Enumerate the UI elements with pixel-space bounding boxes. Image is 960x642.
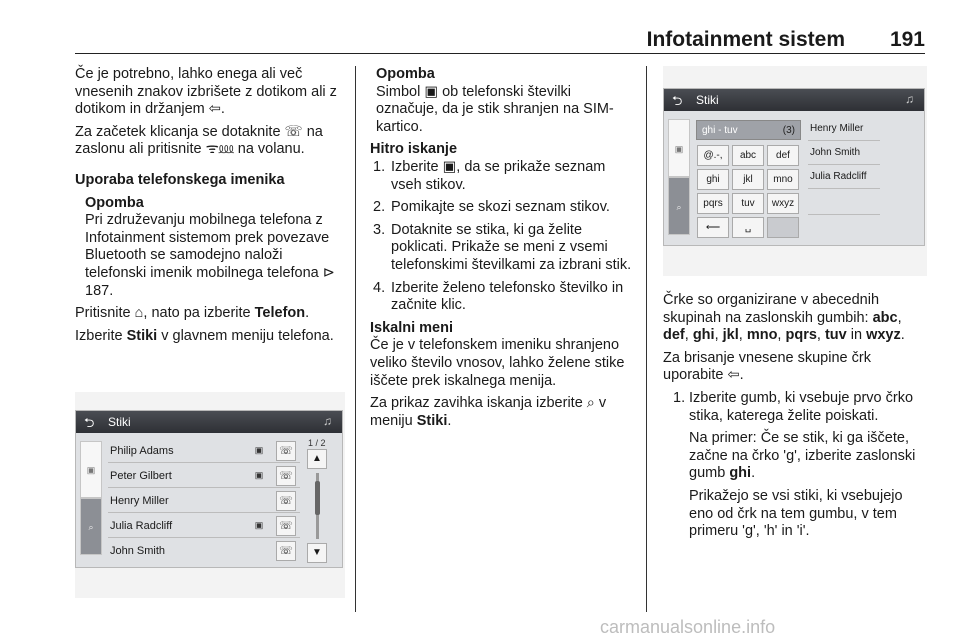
search-screenshot <box>663 66 927 276</box>
step-item: 3. Dotaknite se stika, ki ga želite poklicati. Prikaže se meni z vsemi telefonskimi številkami za izbrani stik. <box>373 221 632 273</box>
heading-search-menu: Iskalni meni <box>370 319 454 336</box>
paragraph: Izberite Stiki v glavnem meniju telefona. <box>75 327 334 344</box>
paragraph: Črke so organizirane v abecednih skupinah na zaslonskih gumbih: abc, def, ghi, jkl, mno, pqrs, tuv in wxyz. <box>663 292 905 344</box>
key-button[interactable]: jkl <box>732 169 764 190</box>
note-block <box>75 195 345 301</box>
note-block <box>370 66 636 136</box>
note-label: Opomba <box>85 194 144 211</box>
result-count: (3) <box>782 125 795 136</box>
note-label: Opomba <box>376 66 435 82</box>
key-button[interactable]: mno <box>767 169 799 190</box>
column-divider <box>646 66 647 612</box>
display-screen <box>75 410 343 568</box>
watermark: carmanualsonline.info <box>600 617 776 637</box>
search-steps <box>663 390 928 541</box>
column-right <box>663 292 928 546</box>
contacts-tab-icon[interactable]: ▣ <box>668 119 690 177</box>
step-item: 1. Izberite ▣, da se prikaže seznam vseh stikov. <box>373 158 606 193</box>
header-rule <box>75 53 925 54</box>
note-text: Simbol ▣ ob telefonski številki označuje, da je stik shranjen na SIM-kartico. <box>376 83 614 135</box>
page-number: 191 <box>889 28 925 51</box>
call-icon[interactable]: ☏ <box>276 466 296 486</box>
key-button[interactable]: def <box>767 145 799 166</box>
result-item[interactable]: John Smith <box>808 143 880 165</box>
screen-title: Stiki <box>108 415 131 429</box>
key-button[interactable]: @.-, <box>697 145 729 166</box>
call-icon[interactable]: ☏ <box>276 441 296 461</box>
screen-title: Stiki <box>696 93 719 107</box>
contact-row[interactable]: Peter Gilbert ▣ ☏ <box>108 464 300 488</box>
back-arrow-icon[interactable]: ⮌ <box>84 415 95 430</box>
call-icon[interactable]: ☏ <box>276 491 296 511</box>
backspace-icon[interactable]: ⟵ <box>697 217 729 238</box>
key-button[interactable]: wxyz <box>767 193 799 214</box>
paragraph: Za prikaz zavihka iskanja izberite ⌕ v meniju Stiki. <box>370 395 607 429</box>
result-item-empty <box>808 191 880 215</box>
display-screen <box>663 88 925 246</box>
contact-row[interactable]: Philip Adams ▣ ☏ <box>108 439 300 463</box>
key-button-selected[interactable]: tuv <box>732 193 764 214</box>
key-button[interactable]: abc <box>732 145 764 166</box>
paragraph: Za začetek klicanja se dotaknite ☏ na zaslonu ali pritisnite ᯤ⅏ na volanu. <box>75 123 323 158</box>
music-note-icon[interactable]: ♫ <box>905 92 914 106</box>
paragraph: Za brisanje vnesene skupine črk uporabite ⇦. <box>663 349 871 384</box>
scroll-thumb[interactable] <box>315 481 320 515</box>
music-note-icon[interactable]: ♫ <box>323 414 332 428</box>
column-divider <box>355 66 356 612</box>
step-item: 4. Izberite želeno telefonsko številko in začnite klic. <box>373 279 624 314</box>
heading-quick-search: Hitro iskanje <box>370 141 458 158</box>
key-button[interactable]: pqrs <box>697 193 729 214</box>
heading-phonebook: Uporaba telefonskega imenika <box>75 171 285 188</box>
sim-icon: ▣ <box>254 520 264 530</box>
contact-row[interactable]: John Smith ☏ <box>108 539 300 563</box>
sim-icon: ▣ <box>254 445 264 455</box>
call-icon[interactable]: ☏ <box>276 541 296 561</box>
paragraph: Če je potrebno, lahko enega ali več vnesenih znakov izbrišete z dotikom ali z dotikom in držanjem ⇦. <box>75 66 337 118</box>
contacts-screenshot <box>75 392 345 598</box>
result-item[interactable]: Henry Miller <box>808 119 880 141</box>
space-icon[interactable]: ␣ <box>732 217 764 238</box>
back-arrow-icon[interactable]: ⮌ <box>672 93 683 108</box>
step-item: 2. Pomikajte se skozi seznam stikov. <box>373 199 610 216</box>
scroll-down-button[interactable]: ▼ <box>307 543 327 563</box>
column-left <box>75 66 345 350</box>
column-middle <box>370 66 636 435</box>
paragraph: Pritisnite ⌂, nato pa izberite Telefon. <box>75 305 310 322</box>
result-text: Prikažejo se vsi stiki, ki vsebujejo eno od črk na tem gumbu, v tem primeru 'g', 'h' in 'i'. <box>689 487 903 540</box>
search-tab-icon[interactable]: ⌕ <box>80 498 102 555</box>
step-item: 1. Izberite gumb, ki vsebuje prvo črko stika, katerega želite poiskati. Na primer: Če se stik, ki ga iščete, začne na črko 'g', izberite zaslonski gumb ghi. Prikažejo se vsi stiki, ki vsebujejo eno od črk na tem gumbu, v tem primeru 'g', 'h' in 'i'. <box>663 390 928 541</box>
section-title: Infotainment sistem <box>646 28 845 51</box>
key-button-empty <box>767 217 799 238</box>
page-indicator: 1 / 2 <box>308 438 326 448</box>
title-bar <box>76 411 342 433</box>
result-item[interactable]: Julia Radcliff <box>808 167 880 189</box>
page-header <box>75 28 925 52</box>
title-bar <box>664 89 924 111</box>
sim-icon: ▣ <box>254 470 264 480</box>
contacts-tab-icon[interactable]: ▣ <box>80 441 102 498</box>
scroll-up-button[interactable]: ▲ <box>307 449 327 469</box>
note-text: Pri združevanju mobilnega telefona z Infotainment sistemom prek povezave Bluetooth se samodejno naloži telefonski imenik mobilnega telefona ⊳ 187. <box>85 212 335 299</box>
paragraph: Če je v telefonskem imeniku shranjeno veliko število vnosov, lahko želene stike iščete prek iskalnega menija. <box>370 337 625 389</box>
example-text: Na primer: Če se stik, ki ga iščete, začne na črko 'g', izberite zaslonski gumb ghi. <box>689 430 916 482</box>
key-button-selected[interactable]: ghi <box>697 169 729 190</box>
quick-search-steps <box>370 159 636 315</box>
contact-row[interactable]: Henry Miller ☏ <box>108 489 300 513</box>
call-icon[interactable]: ☏ <box>276 516 296 536</box>
search-tab-icon[interactable]: ⌕ <box>668 177 690 235</box>
search-entry-field[interactable]: ghi - tuv (3) <box>696 120 801 140</box>
contact-row[interactable]: Julia Radcliff ▣ ☏ <box>108 514 300 538</box>
